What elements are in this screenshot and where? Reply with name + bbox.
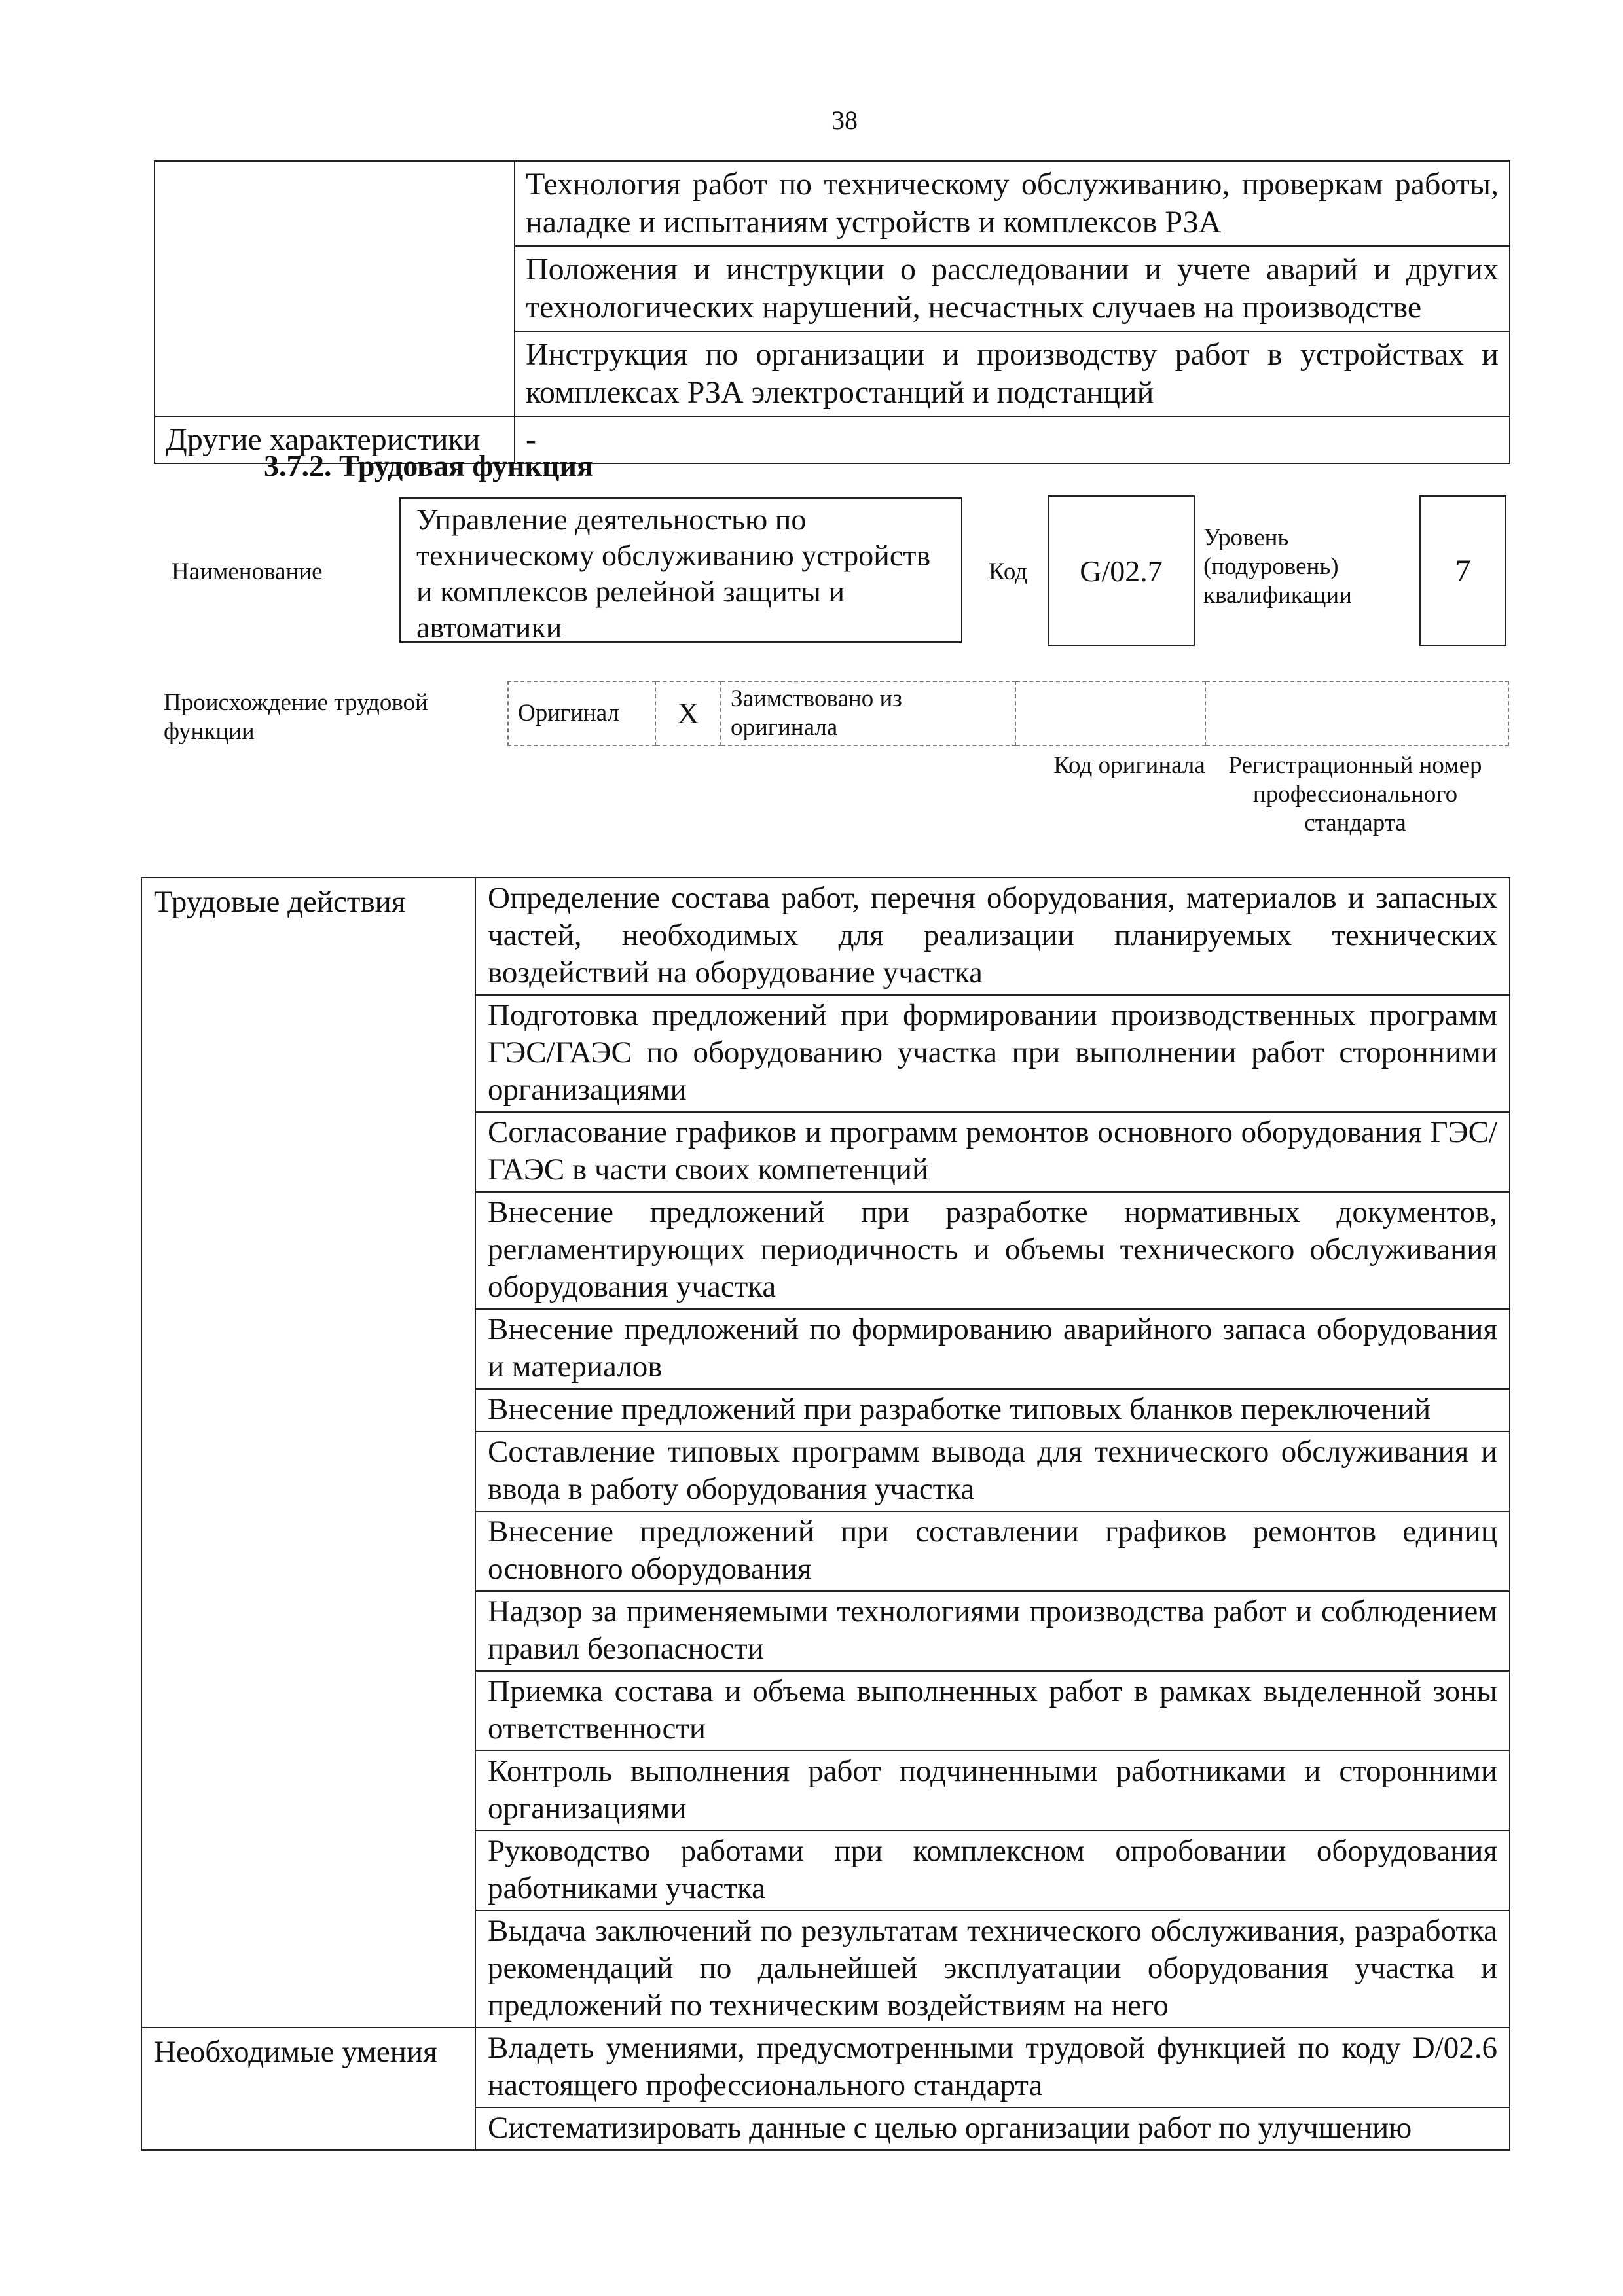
origin-label: Происхождение трудовой функции [164, 689, 428, 745]
registration-number-cell [1205, 681, 1508, 745]
table-cell: Руководство работами при комплексном опробовании оборудования работниками участка [475, 1831, 1510, 1910]
table-cell: Контроль выполнения работ подчиненными работниками и сторонними организациями [475, 1751, 1510, 1831]
original-mark: X [655, 681, 721, 745]
top-table-row: Положения и инструкции о расследовании и учете аварий и других технологических нарушений, несчастных случаев на производстве [515, 246, 1510, 331]
code-value-box: G/02.7 [1048, 495, 1195, 646]
table-cell: Систематизировать данные с целью организации работ по улучшению [475, 2108, 1510, 2150]
table-cell: Внесение предложений при разработке типовых бланков переключений [475, 1389, 1510, 1431]
original-code-caption: Код оригинала [1053, 752, 1205, 779]
page-number: 38 [831, 105, 858, 135]
code-label: Код [989, 558, 1028, 585]
name-label: Наименование [172, 558, 323, 585]
original-code-cell [1015, 681, 1205, 745]
other-characteristics-label: Другие характеристики [155, 416, 515, 463]
table-row [141, 2028, 1510, 2108]
original-label: Оригинал [508, 681, 655, 745]
table-cell: Приемка состава и объема выполненных работ в рамках выделенной зоны ответственности [475, 1671, 1510, 1751]
table-cell: Подготовка предложений при формировании производственных программ ГЭС/ГАЭС по оборудованию участка при выполнении работ сторонними организациями [475, 995, 1510, 1112]
borrowed-label: Заимствовано из оригинала [721, 681, 1015, 745]
top-table-row: Технология работ по техническому обслуживанию, проверкам работы, наладке и испытаниям устройств и комплексов РЗА [515, 161, 1510, 246]
origin-table [507, 681, 1509, 746]
top-continuation-table [154, 160, 1510, 464]
table-cell: Внесение предложений по формированию аварийного запаса оборудования и материалов [475, 1309, 1510, 1389]
skills-body [141, 2028, 1510, 2150]
row-group-label: Трудовые действия [141, 878, 475, 2028]
section-heading: 3.7.2. Трудовая функция [264, 449, 593, 482]
table-cell: Выдача заключений по результатам технического обслуживания, разработка рекомендаций по дальнейшей эксплуатации оборудования участка и предложений по техническим воздействиям на него [475, 1910, 1510, 2028]
table-cell: Внесение предложений при составлении графиков ремонтов единиц основного оборудования [475, 1511, 1510, 1591]
table-cell: Внесение предложений при разработке нормативных документов, регламентирующих периодичность и объемы технического обслуживания оборудования участка [475, 1192, 1510, 1309]
table-cell: Согласование графиков и программ ремонтов основного оборудования ГЭС/ГАЭС в части своих компетенций [475, 1112, 1510, 1192]
actions-body [141, 878, 1510, 2028]
top-table-row: Инструкция по организации и производству работ в устройствах и комплексах РЗА электростанций и подстанций [515, 331, 1510, 416]
table-cell: Надзор за применяемыми технологиями производства работ и соблюдением правил безопасности [475, 1591, 1510, 1671]
other-characteristics-value: - [515, 416, 1510, 463]
labor-actions-table [141, 877, 1510, 2151]
function-name-box: Управление деятельностью по техническому обслуживанию устройств и комплексов релейной защиты и автоматики [399, 497, 962, 643]
row-group-label: Необходимые умения [141, 2028, 475, 2150]
level-value-box: 7 [1419, 495, 1506, 646]
registration-number-caption: Регистрационный номер профессионального стандарта [1228, 752, 1482, 836]
table-cell: Владеть умениями, предусмотренными трудовой функцией по коду D/02.6 настоящего профессионального стандарта [475, 2028, 1510, 2108]
table-row [141, 878, 1510, 995]
table-cell: Определение состава работ, перечня оборудования, материалов и запасных частей, необходимых для реализации планируемых технических воздействий на оборудование участка [475, 878, 1510, 995]
top-table-empty-cell [155, 161, 515, 416]
table-cell: Составление типовых программ вывода для технического обслуживания и ввода в работу оборудования участка [475, 1431, 1510, 1511]
level-label: Уровень (подуровень) квалификации [1203, 524, 1352, 609]
